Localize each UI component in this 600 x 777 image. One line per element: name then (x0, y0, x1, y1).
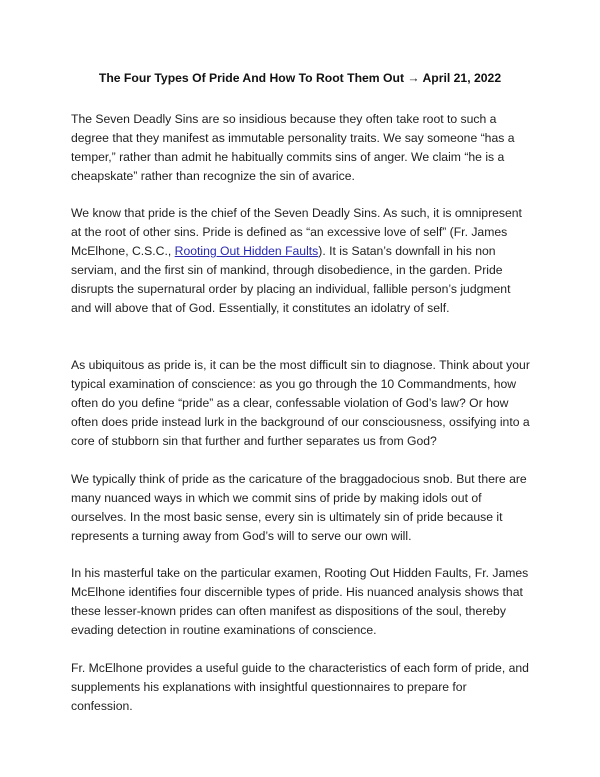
paragraph-4: We typically think of pride as the caricature of the braggadocious snob. But there are many nuanced ways in which we commit sins of pride by making idols out of ourselves. In the most basic sense, every sin is ultimately sin of pride because it represents a turning away from God’s will to serve our own will. (71, 472, 527, 543)
paragraph-2-text-after: ). It is Satan’s downfall in his non serviam, and the first sin of mankind, through disobedience, in the garden. Pride disrupts the supernatural order by placing an individual, fallible person’s judgment and will above that of God. Essentially, it constitutes an idolatry of self. (71, 244, 511, 315)
paragraph-6: Fr. McElhone provides a useful guide to the characteristics of each form of pride, and supplements his explanations with insightful questionnaires to prepare for confession. (71, 661, 529, 713)
paragraph-3: As ubiquitous as pride is, it can be the most difficult sin to diagnose. Think about your typical examination of conscience: as you go through the 10 Commandments, how often do you define “pride” as a clear, confessable violation of God’s law? Or how often does pride instead lurk in the background of our consciousness, ossifying into a core of stubborn sin that further and further separates us from God? (71, 358, 530, 448)
paragraph-5: In his masterful take on the particular examen, Rooting Out Hidden Faults, Fr. James McElhone identifies four discernible types of pride. His nuanced analysis shows that these lesser-known prides can often manifest as dispositions of the soul, thereby evading detection in routine examinations of conscience. (71, 566, 529, 637)
rooting-out-hidden-faults-link[interactable]: Rooting Out Hidden Faults (174, 244, 319, 258)
paragraph-1: The Seven Deadly Sins are so insidious because they often take root to such a degree that they manifest as immutable personality traits. We say someone “has a temper,” rather than admit he habitually commits sins of anger. We claim “he is a cheapskate” rather than recognize the sin of avarice. (71, 112, 515, 183)
paragraph-2 (71, 204, 531, 318)
article-title: The Four Types Of Pride And How To Root Them Out → April 21, 2022 (98, 71, 502, 85)
paragraph-2-text-before: We know that pride is the chief of the Seven Deadly Sins. As such, it is omnipresent at the root of other sins. Pride is defined as “an excessive love of self” (Fr. James McElhone, C.S.C., (71, 206, 522, 258)
